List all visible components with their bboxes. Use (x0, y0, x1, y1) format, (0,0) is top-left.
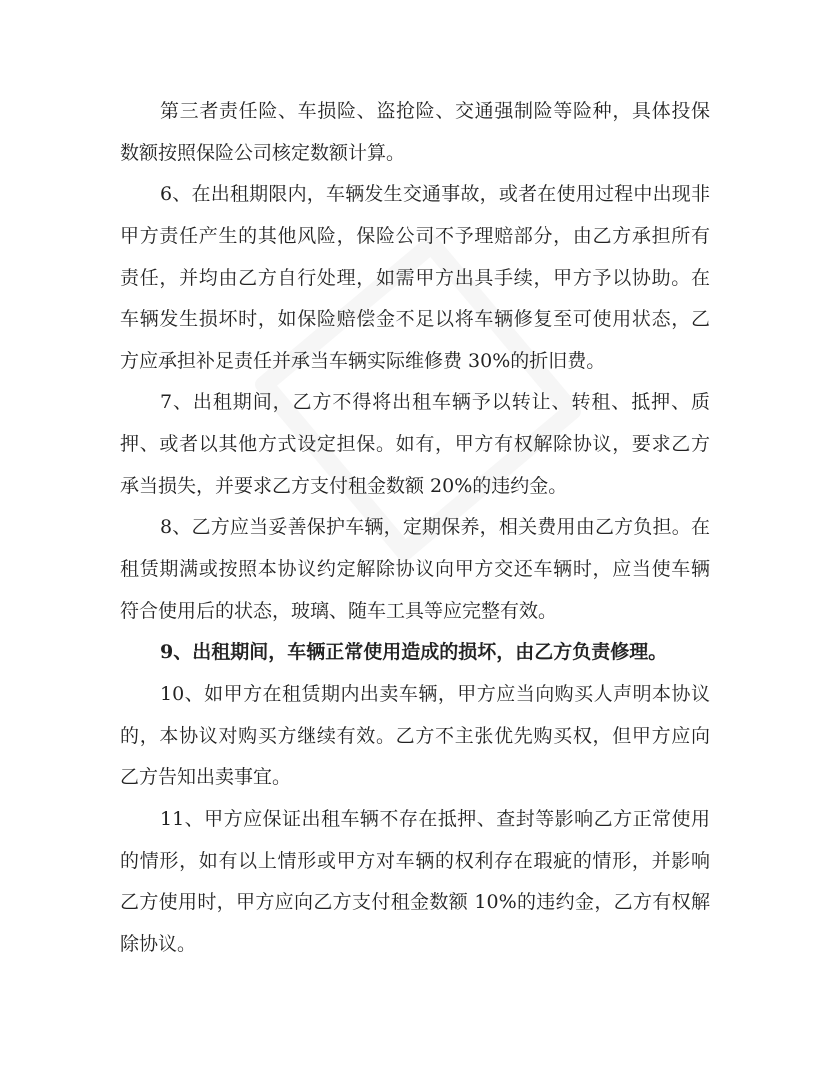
text-line: 甲方责任产生的其他风险，保险公司不予理赔部分，由乙方承担所有 (120, 224, 710, 247)
text-line: 11、甲方应保证出租车辆不存在抵押、查封等影响乙方正常使用 (160, 807, 710, 830)
paragraph (120, 674, 710, 799)
paragraph (120, 91, 710, 174)
text-line: 第三者责任险、车损险、盗抢险、交通强制险等险种，具体投保 (160, 100, 710, 122)
paragraph (120, 799, 710, 966)
text-line: 的，本协议对购买方继续有效。乙方不主张优先购买权，但甲方应向 (120, 724, 710, 747)
text-line: 符合使用后的状态，玻璃、随车工具等应完整有效。 (120, 599, 558, 622)
text-line: 数额按照保险公司核定数额计算。 (120, 141, 406, 164)
paragraph (120, 174, 710, 382)
text-line: 除协议。 (120, 932, 197, 955)
text-line: 6、在出租期限内，车辆发生交通事故，或者在使用过程中出现非 (160, 183, 710, 206)
document-page (120, 91, 710, 965)
paragraph (120, 507, 710, 632)
text-line: 押、或者以其他方式设定担保。如有，甲方有权解除协议，要求乙方 (120, 433, 710, 456)
text-line: 责任，并均由乙方自行处理，如需甲方出具手续，甲方予以协助。在 (120, 266, 710, 289)
text-line: 10、如甲方在租赁期内出卖车辆，甲方应当向购买人声明本协议 (160, 682, 710, 705)
text-line: 租赁期满或按照本协议约定解除协议向甲方交还车辆时，应当使车辆 (120, 558, 710, 581)
text-line: 8、乙方应当妥善保护车辆，定期保养，相关费用由乙方负担。在 (160, 516, 710, 539)
paragraph (120, 632, 710, 674)
text-line: 的情形，如有以上情形或甲方对车辆的权利存在瑕疵的情形，并影响 (120, 849, 710, 872)
text-line: 承当损失，并要求乙方支付租金数额 20%的违约金。 (120, 474, 568, 497)
text-line: 乙方告知出卖事宜。 (120, 766, 292, 789)
text-line: 9、出租期间，车辆正常使用造成的损坏，由乙方负责修理。 (160, 641, 668, 664)
text-line: 车辆发生损坏时，如保险赔偿金不足以将车辆修复至可使用状态，乙 (120, 308, 710, 331)
text-line: 7、出租期间，乙方不得将出租车辆予以转让、转租、抵押、质 (160, 391, 710, 414)
paragraph (120, 382, 710, 507)
text-line: 乙方使用时，甲方应向乙方支付租金数额 10%的违约金，乙方有权解 (120, 891, 710, 914)
text-line: 方应承担补足责任并承当车辆实际维修费 30%的折旧费。 (120, 349, 606, 372)
